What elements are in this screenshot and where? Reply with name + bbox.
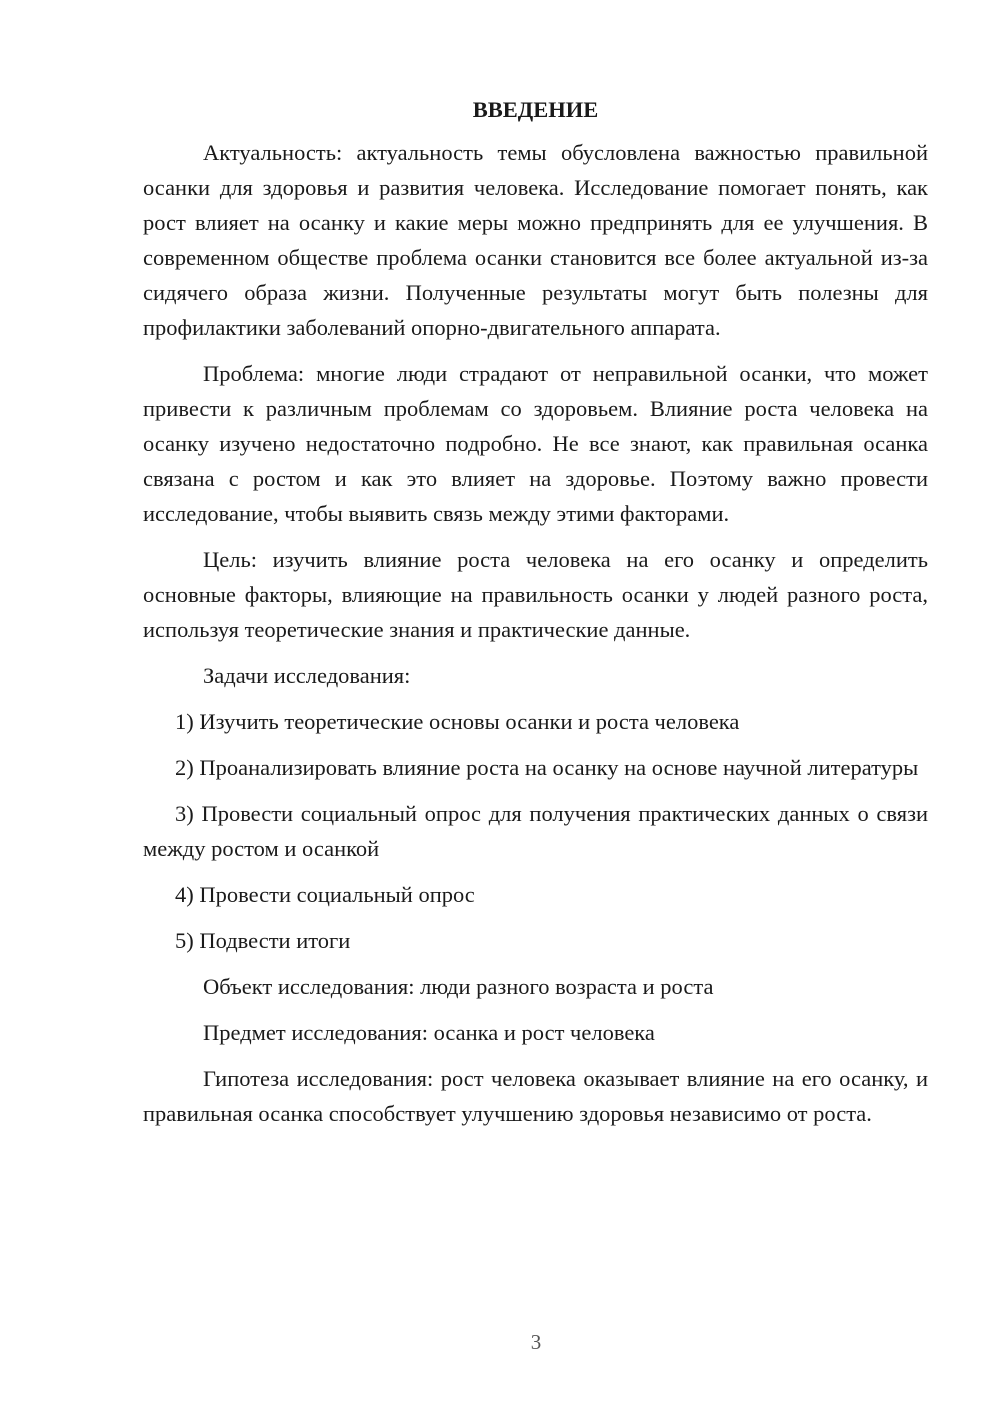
page-title: ВВЕДЕНИЕ bbox=[472, 97, 599, 122]
task-item-4: 4) Провести социальный опрос bbox=[175, 882, 475, 907]
document-page bbox=[143, 92, 928, 1142]
page-number: 3 bbox=[530, 1330, 542, 1354]
research-subject: Предмет исследования: осанка и рост человека bbox=[203, 1020, 655, 1045]
research-object: Объект исследования: люди разного возраста и роста bbox=[203, 974, 714, 999]
research-hypothesis: Гипотеза исследования: рост человека оказывает влияние на его осанку, и правильная осанка способствует улучшению здоровья независимо от роста. bbox=[143, 1066, 928, 1126]
task-item-5: 5) Подвести итоги bbox=[175, 928, 351, 953]
relevance-paragraph: Актуальность: актуальность темы обусловлена важностью правильной осанки для здоровья и развития человека. Исследование помогает понять, как рост влияет на осанку и какие меры можно предпринять для ее улучшения. В современном обществе проблема осанки становится все более актуальной из-за сидячего образа жизни. Полученные результаты могут быть полезны для профилактики заболеваний опорно-двигательного аппарата. bbox=[143, 140, 928, 340]
goal-paragraph: Цель: изучить влияние роста человека на его осанку и определить основные факторы, влияющие на правильность осанки у людей разного роста, используя теоретические знания и практические данные. bbox=[143, 547, 928, 642]
task-item-1: 1) Изучить теоретические основы осанки и роста человека bbox=[175, 709, 740, 734]
task-item-3: 3) Провести социальный опрос для получения практических данных о связи между ростом и осанкой bbox=[143, 801, 928, 861]
tasks-heading: Задачи исследования: bbox=[203, 663, 411, 688]
task-item-2: 2) Проанализировать влияние роста на осанку на основе научной литературы bbox=[175, 755, 919, 780]
problem-paragraph: Проблема: многие люди страдают от неправильной осанки, что может привести к различным проблемам со здоровьем. Влияние роста человека на осанку изучено недостаточно подробно. Не все знают, как правильная осанка связана с ростом и как это влияет на здоровье. Поэтому важно провести исследование, чтобы выявить связь между этими факторами. bbox=[143, 361, 928, 526]
